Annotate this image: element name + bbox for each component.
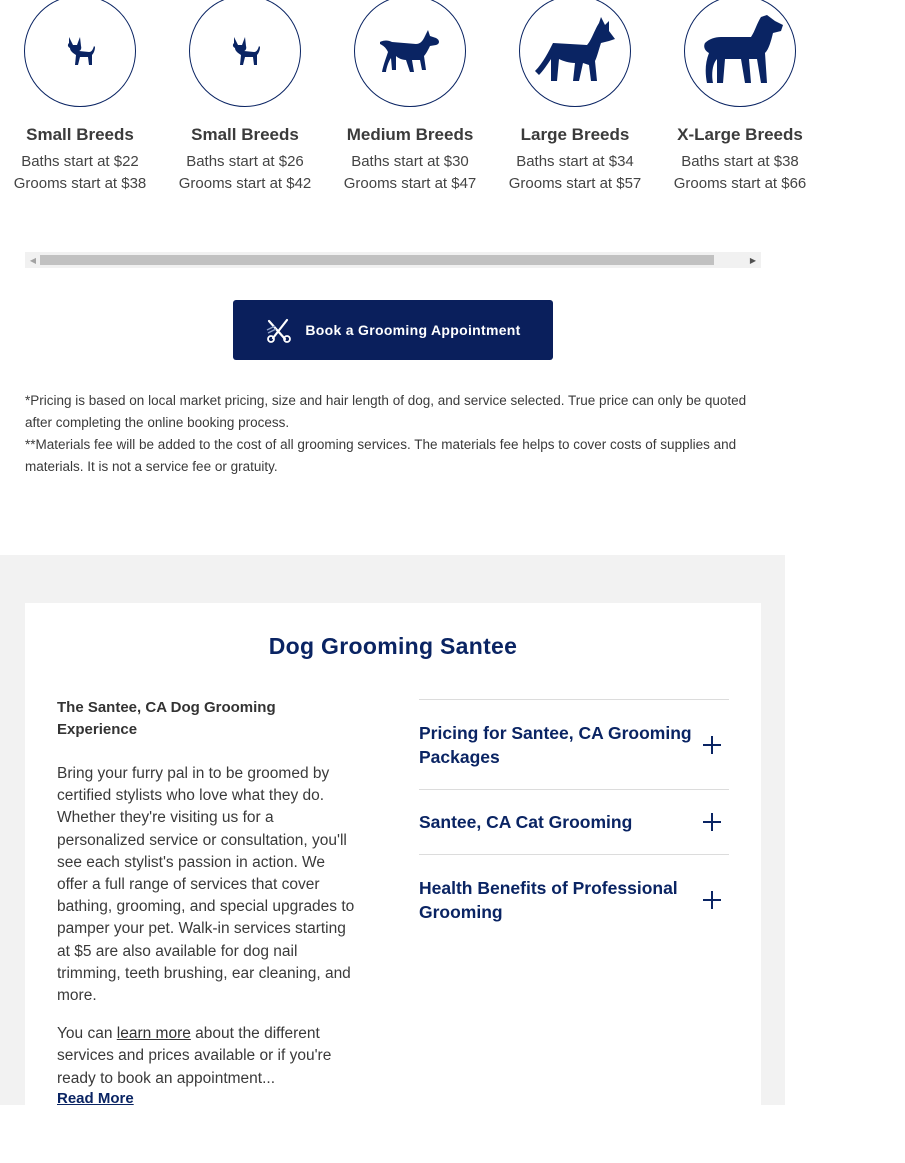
breed-prices: Baths start at $26 Grooms start at $42: [178, 153, 312, 192]
materials-note: **Materials fee will be added to the cost of all grooming services. The materials fee helps to cover costs of supplies and materials. It is not a service fee or gratuity.: [25, 437, 737, 474]
small-dog-icon: [60, 31, 100, 71]
breed-prices: Baths start at $30 Grooms start at $47: [343, 153, 477, 192]
scroll-right-arrow-icon[interactable]: ▶: [749, 255, 757, 265]
breed-card-small-2: [170, 0, 320, 195]
experience-body: Bring your furry pal in to be groomed by certified stylists who love what they do. Whether they're visiting us for a personalized service or consultation, you'll see each stylist's passion in action. We offer a full range of services that cover bathing, grooming, and special upgrades to pamper your pet. Walk-in services starting at $5 are also available for dog nail trimming, teeth brushing, ear cleaning, and more.: [57, 765, 355, 1005]
breed-card-medium: [335, 0, 485, 195]
breed-name: Small Breeds: [191, 125, 299, 144]
breed-card-xlarge: [665, 0, 815, 195]
pricing-note: *Pricing is based on local market pricing, size and hair length of dog, and service selected. True price can only be quoted after completing the online booking process.: [25, 393, 747, 430]
accordion-item-pricing[interactable]: [419, 699, 729, 789]
breed-prices: Baths start at $34 Grooms start at $57: [508, 153, 642, 192]
breed-card-small-1: [5, 0, 155, 195]
grooming-info-section: [0, 555, 785, 1105]
read-more-link[interactable]: Read More: [57, 1090, 134, 1107]
grooming-tools-icon: [265, 316, 293, 344]
breed-circle: [684, 0, 796, 107]
small-dog-icon: [225, 31, 265, 71]
breed-card-large: [500, 0, 650, 195]
breed-prices: Baths start at $22 Grooms start at $38: [13, 153, 147, 192]
breed-track: [5, 0, 905, 250]
plus-icon[interactable]: [703, 736, 721, 754]
breed-name: X-Large Breeds: [677, 125, 803, 144]
scroll-left-arrow-icon[interactable]: ◀: [29, 255, 37, 265]
plus-icon[interactable]: [703, 813, 721, 831]
large-dog-icon: [533, 15, 617, 87]
accordion-label: Santee, CA Cat Grooming: [419, 812, 633, 832]
pricing-notes: [25, 390, 760, 478]
breed-circle: [354, 0, 466, 107]
section-title: Dog Grooming Santee: [268, 633, 518, 659]
experience-title: The Santee, CA Dog Grooming Experience: [57, 699, 276, 738]
scrollbar-thumb[interactable]: [40, 255, 714, 265]
accordion-item-health-benefits[interactable]: [419, 854, 729, 944]
accordion-item-cat-grooming[interactable]: [419, 789, 729, 854]
breed-circle: [24, 0, 136, 107]
learn-more-link[interactable]: learn more: [116, 1025, 191, 1043]
book-grooming-appointment-button[interactable]: [233, 300, 553, 360]
xlarge-dog-icon: [695, 13, 785, 89]
carousel-scrollbar[interactable]: [25, 252, 761, 268]
breed-circle: [189, 0, 301, 107]
plus-icon[interactable]: [703, 891, 721, 909]
accordion-label: Health Benefits of Professional Grooming: [419, 877, 678, 922]
breed-carousel[interactable]: [13, 0, 807, 250]
book-button-label: Book a Grooming Appointment: [305, 322, 521, 338]
breed-name: Medium Breeds: [346, 125, 474, 144]
faq-accordion: [419, 699, 729, 944]
breed-prices: Baths start at $38 Grooms start at $66: [673, 153, 807, 192]
breed-circle: [519, 0, 631, 107]
breed-name: Large Breeds: [520, 125, 630, 144]
breed-name: Small Breeds: [26, 125, 134, 144]
experience-column: [57, 697, 357, 1087]
experience-more-text: You can learn more about the different services and prices available or if you're ready to book an appointment...: [57, 1025, 332, 1087]
grooming-info-card: [25, 603, 761, 1163]
accordion-label: Pricing for Santee, CA Grooming Packages: [419, 722, 692, 767]
medium-dog-icon: [378, 26, 442, 76]
